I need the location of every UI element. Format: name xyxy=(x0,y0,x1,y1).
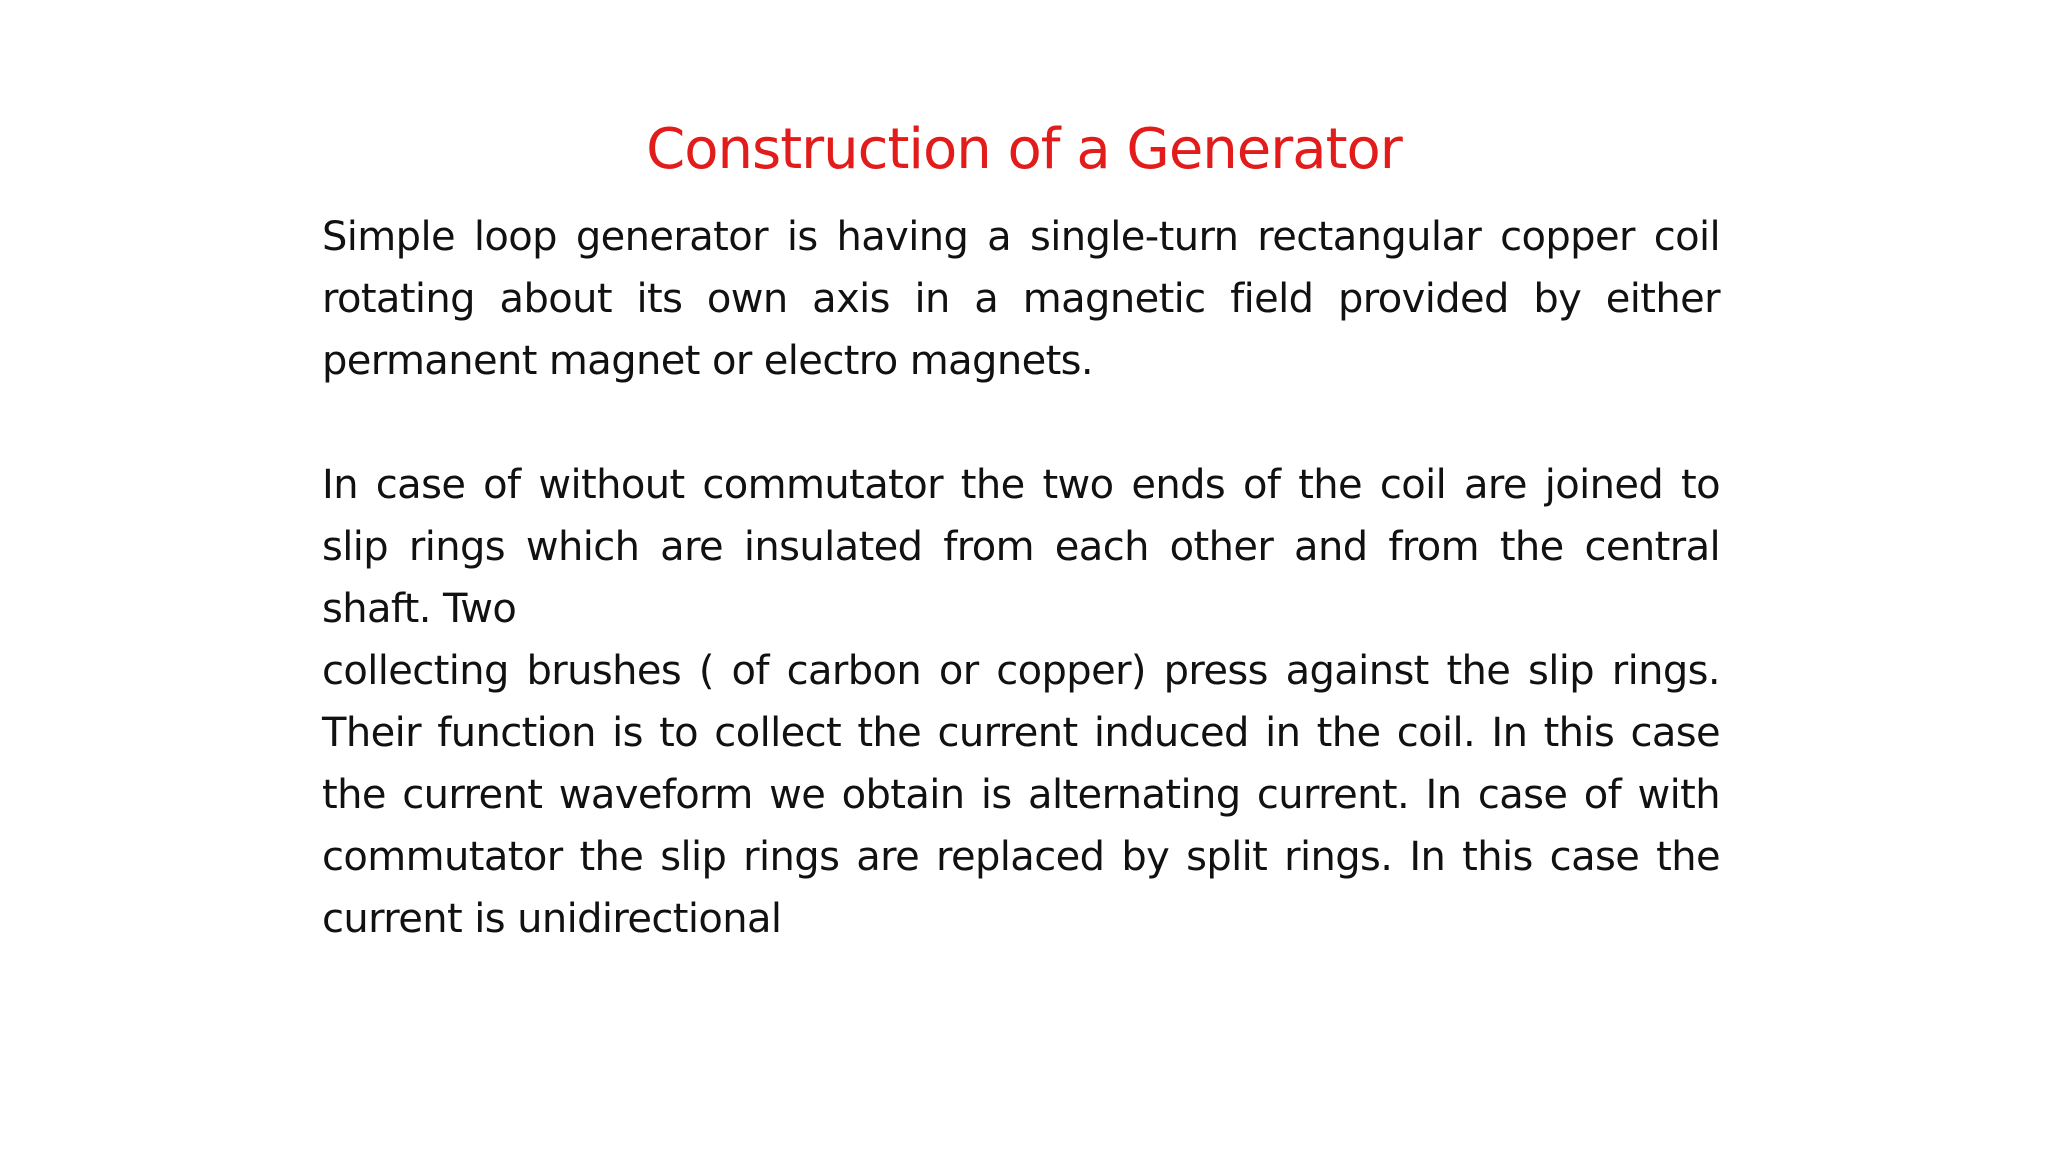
paragraph-spacer xyxy=(322,392,1720,454)
slide-title: Construction of a Generator xyxy=(646,117,1402,182)
paragraph-without-commutator: In case of without commutator the two ends of the coil are joined to slip rings which are insulated from each other and from the central shaft. Two xyxy=(322,462,1720,632)
paragraph-collecting-brushes: collecting brushes ( of carbon or copper) press against the slip rings. Their function is to collect the current induced in the coil. In this case the current waveform we obtain is alternating current. In case of with commutator the slip rings are replaced by split rings. In this case the current is unidirectional xyxy=(322,648,1720,942)
slide-body xyxy=(322,206,1720,950)
paragraph-simple-loop: Simple loop generator is having a single-turn rectangular copper coil rotating about its own axis in a magnetic field provided by either permanent magnet or electro magnets. xyxy=(322,214,1720,384)
